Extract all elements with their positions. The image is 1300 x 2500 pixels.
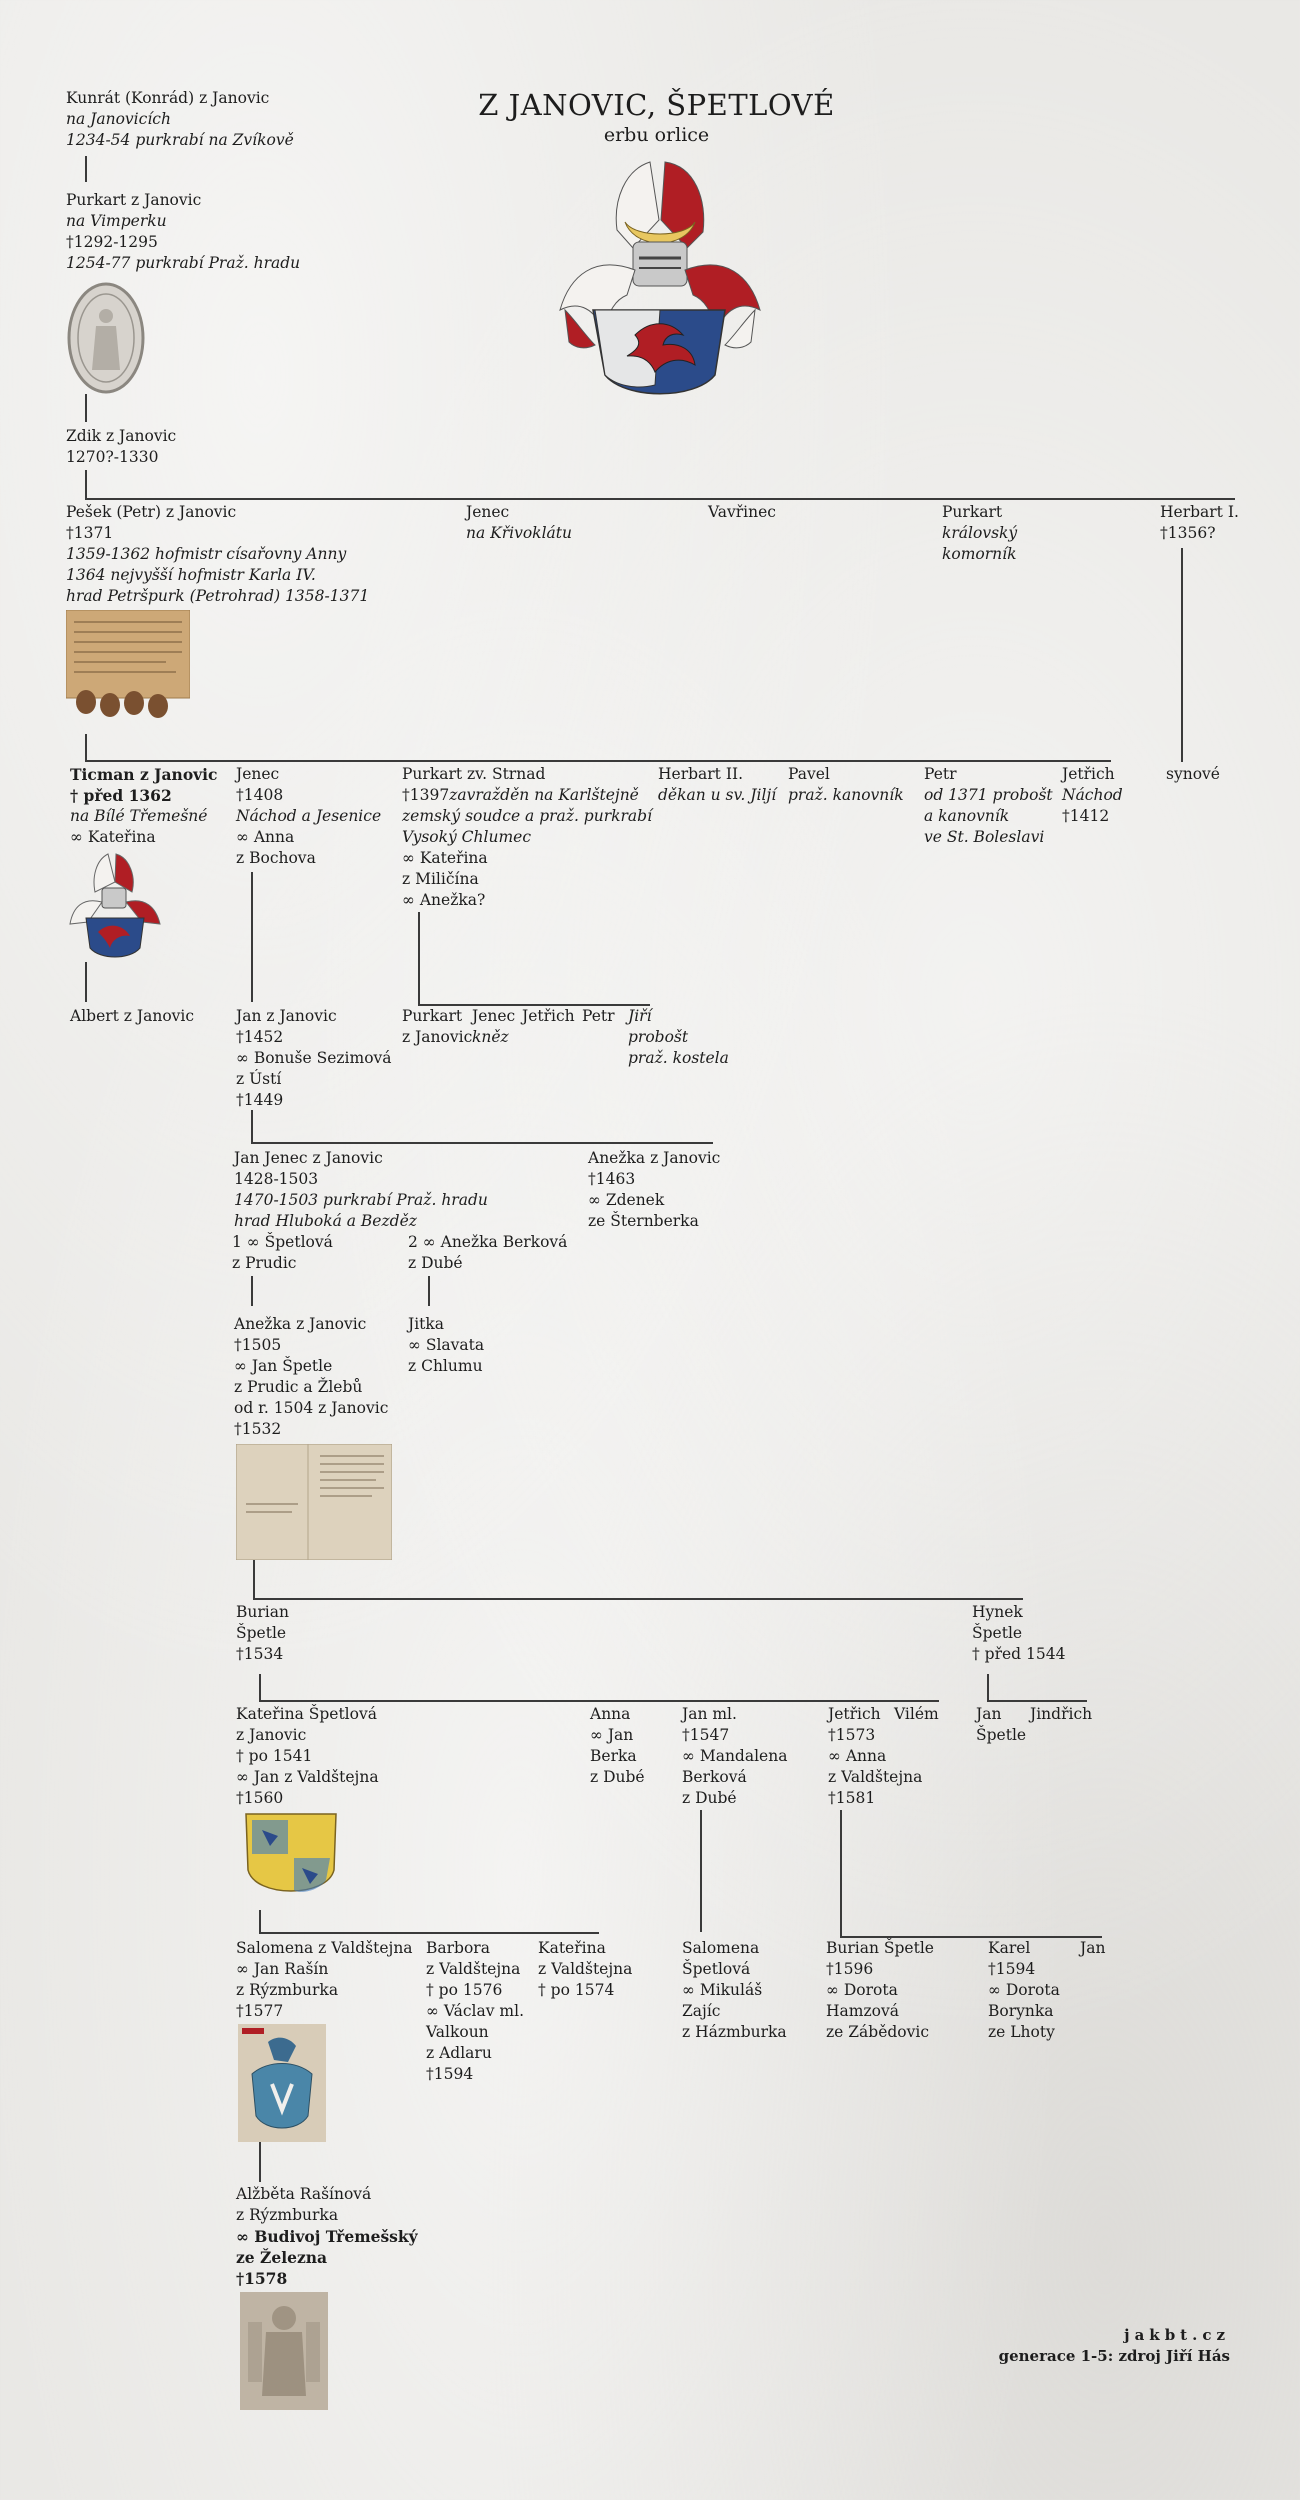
person-anezka-sternberk: Anežka z Janovic †1463 ∞ Zdenek ze Šternberka [588, 1149, 721, 1230]
person-jetrich: Jetřich [522, 1007, 575, 1025]
charter-document-icon [236, 1444, 392, 1560]
connector-line [987, 1700, 1087, 1702]
connector-line [253, 1598, 1023, 1600]
connector-line [85, 760, 1111, 762]
label-synove: synové [1166, 765, 1220, 783]
coat-of-arms-icon [242, 1810, 340, 1910]
person-jenec-knez: Jenec kněz [472, 1007, 516, 1046]
page-subtitle: erbu orlice [603, 124, 710, 146]
person-jetrich-spetle: Jetřich †1573 ∞ Anna z Valdštejna †1581 [828, 1705, 923, 1807]
person-jiri: Jiří probošt praž. kostela [628, 1007, 729, 1067]
connector-line [85, 470, 87, 498]
person-ticman: Ticman z Janovic † před 1362 na Bílé Třemešné ∞ Kateřina [70, 765, 218, 846]
person-purkart-z-janovic: Purkart z Janovic na Vimperku †1292-1295 1254-77 purkrabí Praž. hradu [66, 191, 301, 272]
person-zdik: Zdik z Janovic 1270?-1330 [66, 427, 177, 466]
person-salomena-z-valdstejna: Salomena z Valdštejna ∞ Jan Rašín z Rýzmburka †1577 [236, 1939, 413, 2020]
spouse-spetlova: 1 ∞ Špetlová z Prudic [232, 1233, 333, 1272]
person-pavel: Pavel praž. kanovník [788, 765, 904, 804]
connector-line [85, 734, 87, 760]
connector-line [253, 1560, 255, 1598]
person-jetrich-nachod: Jetřich Náchod †1412 [1062, 765, 1123, 825]
person-purkart-strnad: Purkart zv. Strnad †1397zavražděn na Karlštejně zemský soudce a praž. purkrabí Vysoký Chlumec ∞ Kateřina z Miličína ∞ Anežka? [402, 765, 653, 909]
person-petr: Petr [582, 1007, 615, 1025]
person-hynek-spetle: Hynek Špetle † před 1544 [972, 1603, 1066, 1663]
person-petr-probost: Petr od 1371 probošt a kanovník ve St. Boleslavi [924, 765, 1053, 846]
person-salomena-spetlova: Salomena Špetlová ∞ Mikuláš Zajíc z Házmburka [682, 1939, 787, 2041]
person-jindrich: Jindřich [1030, 1705, 1093, 1723]
coat-of-arms-icon [238, 2024, 326, 2142]
connector-line [85, 156, 87, 182]
person-vilem: Vilém [894, 1705, 939, 1723]
person-albert: Albert z Janovic [70, 1007, 195, 1025]
connector-line [251, 872, 253, 1002]
person-anezka-z-janovic: Anežka z Janovic †1505 ∞ Jan Špetle z Prudic a Žlebů od r. 1504 z Janovic †1532 [234, 1315, 389, 1438]
person-vavrinec: Vavřinec [708, 503, 776, 521]
gravestone-relief-icon [240, 2292, 328, 2410]
person-burian-spetle-2: Burian Špetle †1596 ∞ Dorota Hamzová ze Zábědovic [826, 1939, 934, 2041]
person-jan-spetle: Jan Špetle [976, 1705, 1027, 1744]
person-herbart-ii: Herbart II. děkan u sv. Jiljí [658, 765, 777, 804]
connector-line [259, 1932, 599, 1934]
person-alzbeta-rasinova: Alžběta Rašínová z Rýzmburka ∞ Budivoj Třemešský ze Železna †1578 [236, 2185, 418, 2288]
connector-line [259, 2142, 261, 2182]
person-purkart-z-janovic-2: Purkart z Janovic [402, 1007, 473, 1046]
connector-line [987, 1674, 989, 1700]
connector-line [259, 1700, 939, 1702]
person-herbart-i: Herbart I. †1356? [1160, 503, 1239, 542]
person-pesek: Pešek (Petr) z Janovic †1371 1359-1362 hofmistr císařovny Anny 1364 nejvyšší hofmistr Karla IV. hrad Petršpurk (Petrohrad) 1358-1371 [66, 503, 370, 605]
person-jenec-nachod: Jenec †1408 Náchod a Jesenice ∞ Anna z Bochova [236, 765, 382, 867]
connector-line [251, 1276, 253, 1306]
footer [999, 2325, 1230, 2367]
footer-source: generace 1-5: zdroj Jiří Hás [998, 2347, 1230, 2365]
person-katerina-z-valdstejna: Kateřina z Valdštejna † po 1574 [538, 1939, 633, 1999]
connector-line [700, 1810, 702, 1932]
coat-of-arms-icon [555, 160, 765, 410]
connector-line [85, 962, 87, 1002]
person-katerina-spetlova: Kateřina Špetlová z Janovic † po 1541 ∞ Jan z Valdštejna †1560 [236, 1705, 379, 1807]
spouse-anezka-berkova: 2 ∞ Anežka Berková z Dubé [408, 1233, 568, 1272]
connector-line [259, 1674, 261, 1700]
footer-site: jakbt.cz [1124, 2326, 1230, 2344]
person-anna-berka: Anna ∞ Jan Berka z Dubé [590, 1705, 645, 1786]
connector-line [85, 498, 1235, 500]
person-purkart-komornik: Purkart královský komorník [942, 503, 1018, 563]
page-title: Z JANOVIC, ŠPETLOVÉ [478, 88, 835, 122]
connector-line [428, 1276, 430, 1306]
person-jenec-krivoklat: Jenec na Křivoklátu [466, 503, 572, 542]
connector-line [251, 1110, 253, 1142]
person-jan-jenec: Jan Jenec z Janovic 1428-1503 1470-1503 purkrabí Praž. hradu hrad Hluboká a Bezděz [234, 1149, 488, 1230]
person-kunrat: Kunrát (Konrád) z Janovic na Janovicích 1234-54 purkrabí na Zvíkově [66, 89, 294, 149]
person-jitka: Jitka ∞ Slavata z Chlumu [408, 1315, 485, 1375]
person-jan: Jan [1080, 1939, 1106, 1957]
person-karel: Karel †1594 ∞ Dorota Borynka ze Lhoty [988, 1939, 1060, 2041]
charter-document-icon [66, 610, 190, 726]
person-jan-ml: Jan ml. †1547 ∞ Mandalena Berková z Dubé [682, 1705, 788, 1807]
seal-icon [66, 282, 146, 394]
connector-line [259, 1910, 261, 1932]
connector-line [1181, 548, 1183, 762]
person-jan-z-janovic: Jan z Janovic †1452 ∞ Bonuše Sezimová z Ústí †1449 [236, 1007, 392, 1109]
person-burian-spetle: Burian Špetle †1534 [236, 1603, 289, 1663]
connector-line [251, 1142, 713, 1144]
connector-line [840, 1810, 842, 1936]
coat-of-arms-icon [68, 852, 162, 964]
connector-line [418, 912, 420, 1004]
connector-line [85, 394, 87, 422]
person-barbora: Barbora z Valdštejna † po 1576 ∞ Václav ml. Valkoun z Adlaru †1594 [426, 1939, 524, 2083]
